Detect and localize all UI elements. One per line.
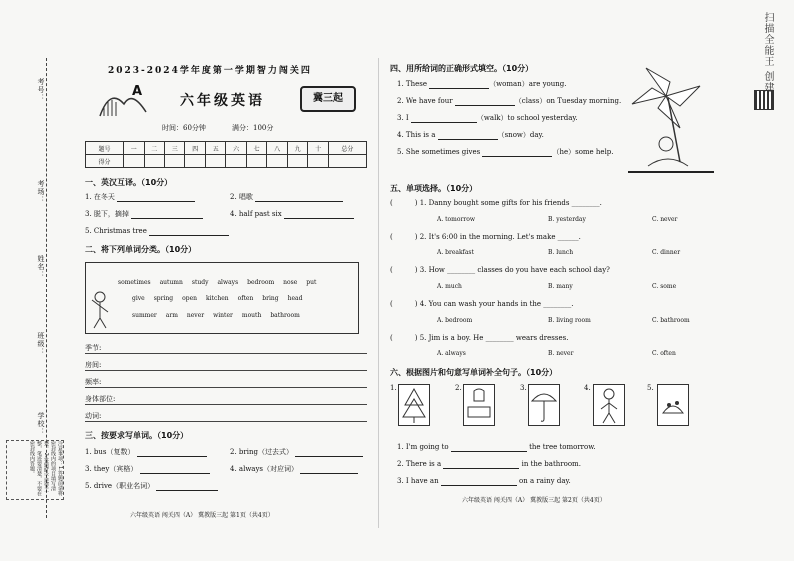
- exam-no-label: 考号：: [37, 78, 45, 102]
- s3-item: 5. drive（职业名词）: [85, 482, 218, 491]
- answer-blank[interactable]: [140, 466, 210, 474]
- word: head: [287, 295, 303, 302]
- word: put: [306, 279, 317, 286]
- pinwheel-illustration: [618, 62, 718, 174]
- score-cell: 十: [308, 142, 328, 155]
- option[interactable]: B. yesterday: [548, 216, 586, 223]
- answer-blank[interactable]: [137, 449, 207, 457]
- score-cell: 三: [164, 142, 184, 155]
- s5-question: ( ) 3. How ________ classes do you have each school day?: [390, 266, 610, 274]
- answer-blank[interactable]: [451, 444, 527, 452]
- s5-question: ( ) 5. Jim is a boy. He ________ wears dresses.: [390, 334, 569, 342]
- word: often: [237, 295, 254, 302]
- word: arm: [165, 312, 178, 319]
- s6-item: 3. I have an on a rainy day.: [397, 477, 571, 485]
- s4-item: 4. This is a （snow）day.: [397, 131, 544, 139]
- picture-number: 5.: [647, 384, 654, 392]
- s4-item: 3. I （walk）to school yesterday.: [397, 114, 578, 122]
- s1-item: 3. 脱下，摘掉: [85, 210, 203, 219]
- word: always: [217, 279, 239, 286]
- option[interactable]: C. bathroom: [652, 317, 690, 324]
- category-line[interactable]: 身体部位:: [85, 394, 367, 405]
- s5-question: ( ) 4. You can wash your hands in the ________.: [390, 300, 574, 308]
- word: bedroom: [247, 279, 275, 286]
- score-table: [85, 141, 367, 168]
- answer-blank[interactable]: [295, 449, 363, 457]
- score-row-label: 得分: [86, 155, 124, 168]
- picture-number: 2.: [455, 384, 462, 392]
- answer-blank[interactable]: [255, 194, 343, 202]
- picture-person: [593, 384, 625, 426]
- s3-title: 三、按要求写单词。（10分）: [85, 431, 189, 440]
- word: nose: [283, 279, 298, 286]
- word: bring: [262, 295, 279, 302]
- score-cell: 七: [246, 142, 266, 155]
- score-cell: 八: [267, 142, 287, 155]
- s3-item: 1. bus（复数）: [85, 448, 207, 457]
- s3-item: 3. they（宾格）: [85, 465, 210, 474]
- option[interactable]: A. much: [437, 283, 462, 290]
- score-header-row: [86, 142, 367, 155]
- answer-blank[interactable]: [441, 478, 517, 486]
- answer-blank[interactable]: [438, 132, 498, 140]
- answer-blank[interactable]: [455, 98, 515, 106]
- answer-blank[interactable]: [411, 115, 477, 123]
- s5-question: ( ) 1. Danny bought some gifts for his friends ________.: [390, 199, 602, 207]
- notice-line-1: 注意事项：1.答题前请将密封线内的项目填写清楚。: [43, 441, 63, 496]
- option[interactable]: B. living room: [548, 317, 591, 324]
- word: sometimes: [118, 279, 151, 286]
- level-logo: [98, 82, 158, 118]
- option[interactable]: A. bedroom: [437, 317, 473, 324]
- word: never: [186, 312, 205, 319]
- word: bathroom: [270, 312, 300, 319]
- score-cell: 二: [144, 142, 164, 155]
- level-letter: A: [132, 84, 143, 99]
- answer-blank[interactable]: [131, 211, 203, 219]
- time-text: 时间：60分钟: [162, 124, 206, 132]
- answer-blank[interactable]: [482, 149, 552, 157]
- class-label: 班级：: [37, 332, 45, 356]
- score-cell: 六: [226, 142, 246, 155]
- category-line[interactable]: 房间:: [85, 360, 367, 371]
- s3-item: 4. always（对应词）: [230, 465, 358, 474]
- word: kitchen: [206, 295, 229, 302]
- answer-blank[interactable]: [149, 228, 229, 236]
- word: summer: [132, 312, 157, 319]
- option[interactable]: A. always: [437, 350, 466, 357]
- edition-badge: 冀三起: [300, 86, 356, 112]
- option[interactable]: A. breakfast: [437, 249, 474, 256]
- option[interactable]: C. dinner: [652, 249, 681, 256]
- word: open: [182, 295, 197, 302]
- picture-number: 1.: [390, 384, 397, 392]
- answer-blank[interactable]: [156, 483, 218, 491]
- word: autumn: [159, 279, 183, 286]
- s4-item: 2. We have four （class）on Tuesday morning.: [397, 97, 622, 105]
- s3-item: 2. bring（过去式）: [230, 448, 363, 457]
- answer-blank[interactable]: [300, 466, 358, 474]
- answer-blank[interactable]: [284, 211, 354, 219]
- option[interactable]: C. some: [652, 283, 677, 290]
- notice-box: [6, 440, 64, 500]
- s4-item: 5. She sometimes gives （he）some help.: [397, 148, 614, 156]
- marks-text: 满分：100分: [232, 124, 274, 132]
- option[interactable]: B. many: [548, 283, 573, 290]
- picture-mess: [657, 384, 689, 426]
- s4-title: 四、用所给词的正确形式填空。（10分）: [390, 64, 534, 73]
- score-cell: 一: [124, 142, 144, 155]
- option[interactable]: B. lunch: [548, 249, 574, 256]
- s2-title: 二、将下列单词分类。（10分）: [85, 245, 197, 254]
- s6-item: 2. There is a in the bathroom.: [397, 460, 581, 468]
- exam-room-label: 考场：: [37, 180, 45, 204]
- word: mouth: [241, 312, 262, 319]
- notice-line-2: 2.答题时字迹要工整，笔迹要清楚，不要在密封线内答题。: [29, 441, 49, 496]
- option[interactable]: C. never: [652, 216, 678, 223]
- option[interactable]: B. never: [548, 350, 574, 357]
- word: give: [132, 295, 145, 302]
- s6-item: 1. I'm going to the tree tomorrow.: [397, 443, 596, 451]
- category-line[interactable]: 动词:: [85, 411, 367, 422]
- score-cell: 九: [287, 142, 307, 155]
- score-value-row: [86, 155, 367, 168]
- category-line[interactable]: 季节:: [85, 343, 367, 354]
- page-divider: [378, 58, 379, 528]
- grade-title: 六年级英语: [180, 93, 265, 109]
- s1-item: 4. half past six: [230, 210, 354, 219]
- word: spring: [153, 295, 174, 302]
- word-row: [132, 312, 309, 319]
- answer-blank[interactable]: [117, 194, 195, 202]
- word: study: [191, 279, 209, 286]
- score-cell: 题号: [86, 142, 124, 155]
- score-cell: 总分: [328, 142, 366, 155]
- footer-left: 六年级英语 闯关四（A） 冀教版三起 第1页（共4页）: [130, 512, 274, 519]
- scanner-watermark: 扫描全能王 创建: [762, 12, 773, 94]
- s1-title: 一、英汉互译。（10分）: [85, 178, 173, 187]
- s5-question: ( ) 2. It's 6:00 in the morning. Let's make ______.: [390, 233, 581, 241]
- s1-item: 2. 唱歌: [230, 193, 343, 202]
- category-line[interactable]: 频率:: [85, 377, 367, 388]
- answer-blank[interactable]: [429, 81, 489, 89]
- school-label: 学校：: [37, 412, 45, 436]
- s1-item: 1. 在冬天: [85, 193, 195, 202]
- picture-umbrella: [528, 384, 560, 426]
- s5-title: 五、单项选择。（10分）: [390, 184, 478, 193]
- word: winter: [213, 312, 233, 319]
- name-label: 姓名：: [37, 255, 45, 279]
- s4-item: 1. These （woman）are young.: [397, 80, 567, 88]
- option[interactable]: A. tomorrow: [437, 216, 475, 223]
- picture-number: 4.: [584, 384, 591, 392]
- option[interactable]: C. often: [652, 350, 676, 357]
- s6-title: 六、根据图片和句意写单词补全句子。（10分）: [390, 368, 558, 377]
- picture-number: 3.: [520, 384, 527, 392]
- score-cell: 五: [205, 142, 225, 155]
- footer-right: 六年级英语 闯关四（A） 冀教版三起 第2页（共4页）: [462, 497, 606, 504]
- year-title: 2023-2024学年度第一学期智力闯关四: [108, 66, 312, 76]
- word-row: [118, 279, 325, 286]
- picture-tree-climbing: [398, 384, 430, 426]
- word-row: [132, 295, 311, 302]
- answer-blank[interactable]: [443, 461, 519, 469]
- picture-bathroom: [463, 384, 495, 426]
- child-illustration: [88, 290, 112, 330]
- s1-item: 5. Christmas tree: [85, 227, 229, 236]
- score-cell: 四: [185, 142, 205, 155]
